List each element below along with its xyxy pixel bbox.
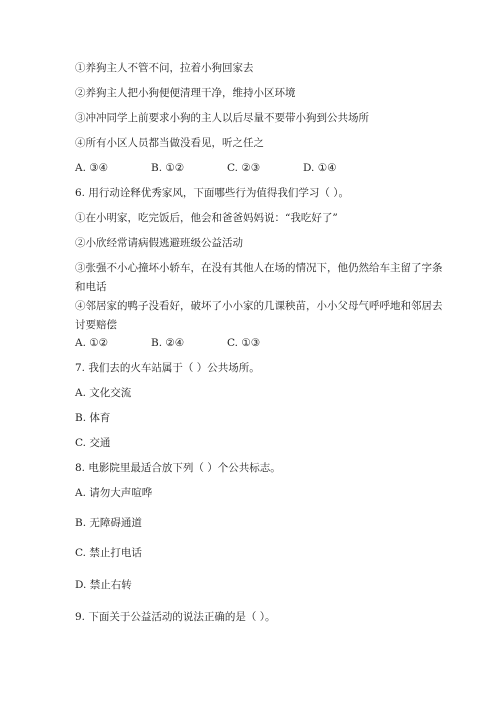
q8-option-c: C. 禁止打电话	[75, 547, 142, 559]
q5-statement-3: ③冲冲同学上前要求小狗的主人以后尽量不要带小狗到公共场所	[75, 112, 369, 124]
q7-option-c: C. 交通	[75, 437, 111, 449]
q6-option-a: A. ①②	[75, 337, 109, 349]
q6-statement-4: ④邻居家的鸭子没看好，破坏了小小家的几课秧苗，小小父母气呼呼地和邻居去讨要赔偿	[75, 300, 443, 331]
q5-statement-4: ④所有小区人员都当做没看见，听之任之	[75, 137, 264, 149]
q7-option-a: A. 文化交流	[75, 387, 132, 399]
q6-option-c: C. ①③	[227, 337, 261, 349]
q5-statement-2: ②养狗主人把小狗便便清理干净，维持小区环境	[75, 87, 296, 99]
q6-statement-3: ③张强不小心撞坏小轿车，在没有其他人在场的情况下，他仍然给车主留了字条和电话	[75, 262, 443, 293]
q5-option-a: A. ③④	[75, 162, 109, 174]
q5-option-d: D. ①④	[303, 162, 337, 174]
q6-statement-2: ②小欣经常请病假逃避班级公益活动	[75, 237, 243, 249]
q6-statement-1: ①在小明家，吃完饭后，他会和爸爸妈妈说：“我吃好了”	[75, 212, 338, 224]
q7-option-b: B. 体育	[75, 412, 111, 424]
q9-stem: 9. 下面关于公益活动的说法正确的是（ ）。	[75, 611, 276, 623]
q8-option-d: D. 禁止右转	[75, 579, 132, 591]
q5-option-c: C. ②③	[227, 162, 261, 174]
q6-stem: 6. 用行动诠释优秀家风，下面哪些行为值得我们学习（ ）。	[75, 187, 349, 199]
q5-statement-1: ①养狗主人不管不问，拉着小狗回家去	[75, 62, 254, 74]
q8-option-a: A. 请勿大声喧哗	[75, 487, 153, 499]
q8-option-b: B. 无障碍通道	[75, 517, 142, 529]
q7-stem: 7. 我们去的火车站属于（ ）公共场所。	[75, 362, 260, 374]
q6-option-b: B. ②④	[151, 337, 185, 349]
q5-option-b: B. ①②	[151, 162, 185, 174]
q8-stem: 8. 电影院里最适合放下列（ ）个公共标志。	[75, 462, 281, 474]
